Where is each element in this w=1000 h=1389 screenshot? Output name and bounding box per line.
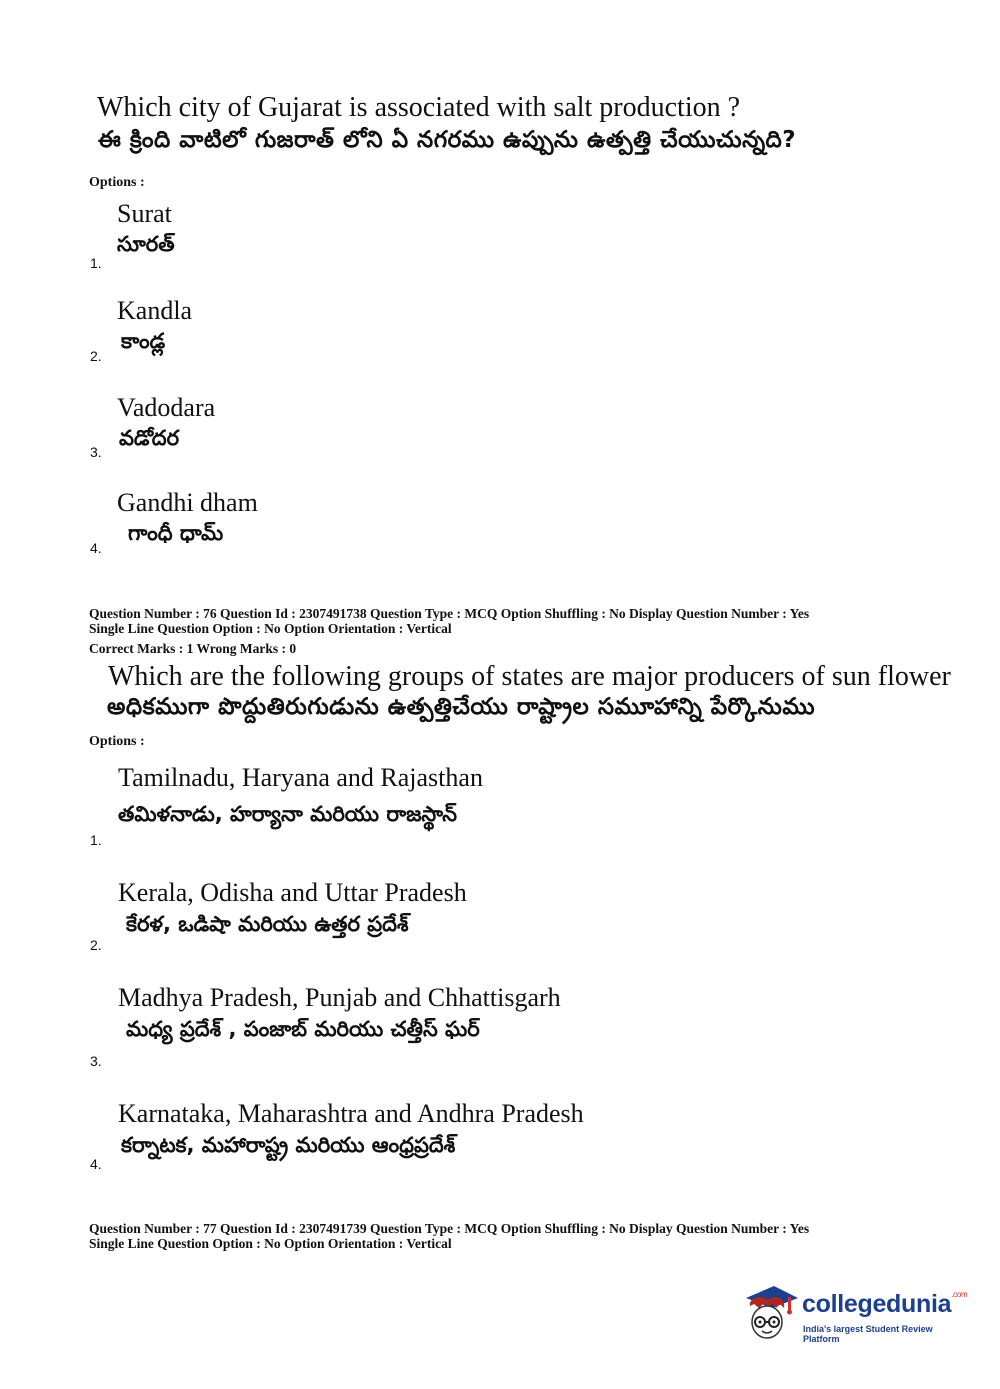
logo-tagline: India's largest Student Review Platform [803,1324,933,1344]
q77-meta-line2: Single Line Question Option : No Option Orientation : Vertical [89,1236,452,1251]
q76-question-telugu: అధికముగా పొద్దుతిరుగుడును ఉత్పత్తిచేయు రాష్ట్రాల సమూహాన్ని పేర్కొనుము [107,694,816,720]
option-telugu: వడోదర [119,426,180,450]
logo-name: collegedunia [802,1290,952,1318]
graduate-mascot-icon [740,1280,802,1350]
logo-wordmark [802,1290,967,1319]
option-english: Vadodara [117,393,216,422]
q75-question-telugu: ఈ క్రింది వాటిలో గుజరాత్ లోని ఏ నగరము ఉప్పును ఉత్పత్తి చేయుచున్నది? [98,127,797,153]
option-english: Karnataka, Maharashtra and Andhra Pradesh [118,1099,584,1128]
option-number: 2. [90,348,102,364]
logo-suffix: .com [951,1290,968,1299]
option-telugu: తమిళనాడు, హర్యానా మరియు రాజస్థాన్ [118,802,458,826]
option-english: Madhya Pradesh, Punjab and Chhattisgarh [118,983,561,1012]
option-english: Kerala, Odisha and Uttar Pradesh [118,878,467,907]
q76-marks: Correct Marks : 1 Wrong Marks : 0 [89,641,297,656]
option-number: 1. [90,832,102,848]
option-telugu: కర్నాటక, మహారాష్ట్ర మరియు ఆంధ్రప్రదేశ్ [121,1133,456,1157]
option-number: 3. [90,444,102,460]
option-number: 4. [90,540,102,556]
q75-options-label: Options : [89,175,145,190]
q75-question-english: Which city of Gujarat is associated with salt production ? [97,92,741,123]
option-english: Kandla [117,296,193,325]
option-english: Gandhi dham [117,488,258,517]
q77-meta-line1: Question Number : 77 Question Id : 2307491739 Question Type : MCQ Option Shuffling : No Display Question Number : Yes [89,1221,810,1236]
option-telugu: సూరత్ [117,232,175,256]
option-telugu: కేరళ, ఒడిషా మరియు ఉత్తర ప్రదేశ్ [126,912,409,936]
option-english: Tamilnadu, Haryana and Rajasthan [118,763,483,792]
option-telugu: గాంధీ ధామ్ [128,521,224,545]
option-number: 3. [90,1053,102,1069]
option-english: Surat [117,199,172,228]
option-telugu: కాండ్ల [121,329,166,353]
option-number: 4. [90,1156,102,1172]
option-number: 1. [90,255,102,271]
option-number: 2. [90,937,102,953]
q76-meta-line1: Question Number : 76 Question Id : 2307491738 Question Type : MCQ Option Shuffling : No Display Question Number : Yes [89,606,810,621]
q76-options-label: Options : [89,734,145,749]
q76-question-english: Which are the following groups of states are major producers of sun flower [108,661,951,692]
option-telugu: మధ్య ప్రదేశ్ , పంజాబ్ మరియు చత్తీస్ ఘర్ [126,1017,480,1041]
collegedunia-logo[interactable] [740,1280,970,1350]
q76-meta-line2: Single Line Question Option : No Option Orientation : Vertical [89,621,452,636]
